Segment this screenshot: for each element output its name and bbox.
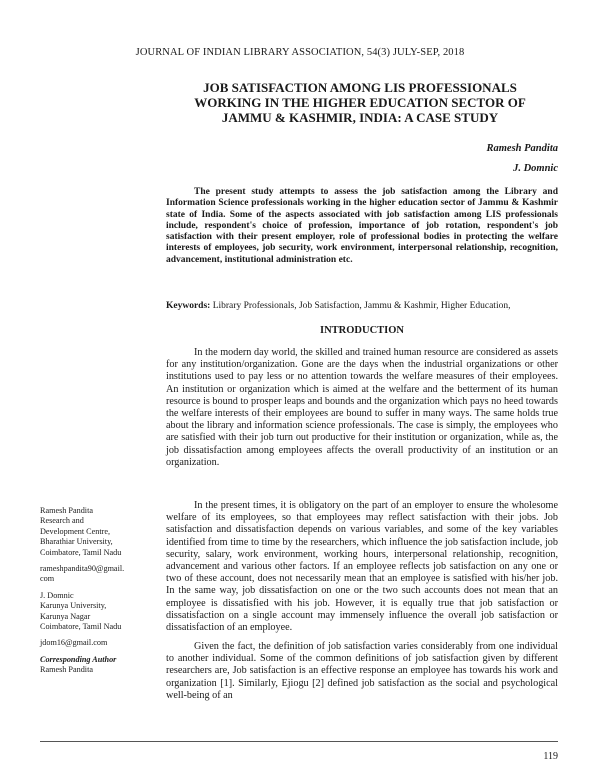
title-line: JOB SATISFACTION AMONG LIS PROFESSIONALS [203,80,517,95]
author-name: J. Domnic [513,163,558,174]
affiliation-line: Karunya Nagar [40,611,91,621]
affiliation-line: Bharathiar University, [40,537,113,547]
affiliation-line: Ramesh Pandita [40,506,93,515]
affiliation-line: Development Centre, [40,526,111,536]
abstract: The present study attempts to assess the job satisfaction among the Library and Information Science professionals working in the higher education sector of Jammu & Kashmir state of India. Some of the aspects associated with job satisfaction among LIS professionals include, respondent's choice of profession, importance of job rotation, respondent's job satisfaction with their present employer, role of professional bodies in protecting the welfare interests of employees, job security, work environment, interpersonal relationship, recognition, advancement, institutional administration etc. [166,187,558,265]
author-affiliations [40,506,158,676]
author-email: rameshpandita90@gmail. [40,564,125,574]
section-heading: INTRODUCTION [319,325,404,336]
corresponding-author-name: Ramesh Pandita [40,665,93,675]
affiliation-line: Coimbatore, Tamil Nadu [40,547,122,557]
body-paragraph: In the modern day world, the skilled and trained human resource are considered as assets for any institution/organization. Gone are the days when the industrial organizations or other institutions used to pay less or no attention towards the welfare measures of their employees. An institution or organization which is aimed at the welfare and the betterment of its human resource is bound to prosper leaps and bounds and the organization which pays no heed towards the welfare interests of their employees are bound to suffer in many ways. The same holds true about the library and information science professionals. The case is simply, the employees who are satisfied with their job turn out productive for their institution or organization, while as, the job dissatisfaction among employees affects the overall productivity of an institution or an organization. [166,347,558,468]
author-email: com [40,574,55,584]
affiliation-line: Karunya University, [40,601,107,611]
corresponding-author-label: Corresponding Author [40,654,117,664]
footer-rule [40,741,558,742]
keywords [166,301,566,311]
author-email: jdom16@gmail.com [40,638,108,648]
journal-header: JOURNAL OF INDIAN LIBRARY ASSOCIATION, 54(3) JULY-SEP, 2018 [135,47,465,58]
affiliation-line: J. Domnic [40,590,74,600]
page-number: 119 [543,751,558,762]
author-name: Ramesh Pandita [486,143,558,154]
body-paragraph: Given the fact, the definition of job satisfaction varies considerably from one individual to another individual. Some of the common definitions of job satisfaction given by different researchers are, Job satisfaction is an effective response an employee has towards his work and organization [1]. Similarly, Ejiogu [2] defined job satisfaction as the social and psychological well-being of an [166,641,558,701]
article-title [150,80,570,125]
title-line: WORKING IN THE HIGHER EDUCATION SECTOR OF [194,95,526,110]
keywords-text: Library Professionals, Job Satisfaction, Jammu & Kashmir, Higher Education, [212,301,511,311]
affiliation-line: Research and [40,516,84,526]
title-line: JAMMU & KASHMIR, INDIA: A CASE STUDY [221,110,499,125]
keywords-label: Keywords: [166,301,211,311]
body-paragraph: In the present times, it is obligatory on the part of an employer to ensure the wholesome welfare of its employees, so that employees may reflect satisfaction with their jobs. Job satisfaction and dissatisfaction depends on various variables, and some of the key variables identified from time to time by the researchers, which influence the job satisfaction include, job security, salary, work environment, working hours, interpersonal relationship, recognition, advancement and various other factors. If an employee reflects job satisfaction on any one or two of these account, does not necessarily mean that an employee is satisfied with his/her job. In the same way, job dissatisfaction on one or the two such accounts does not mean that an employee is dissatisfied with his job. However, it is equally true that job satisfaction or dissatisfaction on a single account may immensely influence the overall job satisfaction or dissatisfaction of an employee. [166,500,558,634]
affiliation-line: Coimbatore, Tamil Nadu [40,622,122,632]
